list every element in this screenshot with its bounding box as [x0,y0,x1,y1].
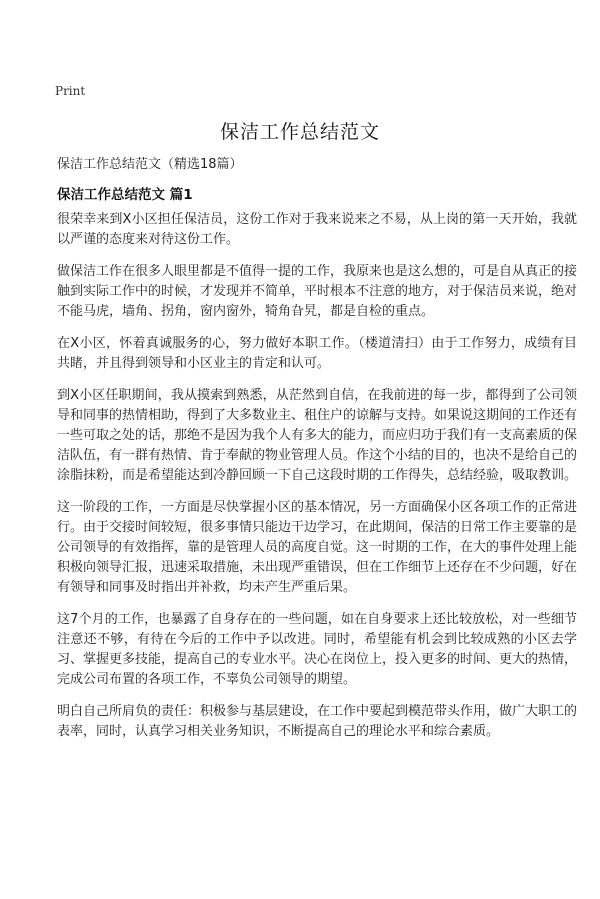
paragraph-7: 明白自己所肩负的责任：积极参与基层建设，在工作中要起到模范带头作用，做广大职工的表率，同时，认真学习相关业务知识，不断提高自己的理论水平和综合素质。 [57,704,578,739]
section-heading: 保洁工作总结范文 篇1 [57,187,193,203]
document-body [57,210,577,754]
paragraph-1: 很荣幸来到X小区担任保洁员，这份工作对于我来说来之不易，从上岗的第一天开始，我就以严谨的态度来对待这份工作。 [57,212,577,247]
paragraph-2: 做保洁工作在很多人眼里都是不值得一提的工作，我原来也是这么想的，可是自从真正的接触到实际工作中的时候，才发现并不简单，平时根本不注意的地方，对于保洁员来说，绝对不能马虎，墙角、拐角，窗内窗外，犄角旮旯，都是自检的重点。 [57,264,578,319]
document-title: 保洁工作总结范文 [219,121,380,143]
print-label: Print [55,84,86,98]
paragraph-6: 这7个月的工作，也暴露了自身存在的一些问题，如在自身要求上还比较放松，对一些细节注意还不够，有待在今后的工作中予以改进。同时，希望能有机会到比较成熟的小区去学习、掌握更多技能，提高自己的专业水平。决心在岗位上，投入更多的时间、更大的热情，完成公司布置的各项工作，不辜负公司领导的期望。 [57,612,578,687]
paragraph-4: 到X小区任职期间，我从摸索到熟悉，从茫然到自信，在我前进的每一步，都得到了公司领导和同事的热情相助，得到了大多数业主、租住户的谅解与支持。如果说这期间的工作还有一些可取之处的话，那绝不是因为我个人有多大的能力，而应归功于我们有一支高素质的保洁队伍，有一群有热情、肯于奉献的物业管理人员。作这个小结的目的，也决不是给自己的涂脂抹粉，而是希望能达到冷静回顾一下自己这段时期的工作得失，总结经验，吸取教训。 [57,388,578,483]
document-subtitle: 保洁工作总结范文（精选18篇） [57,157,243,172]
paragraph-3: 在X小区，怀着真诚服务的心，努力做好本职工作。（楼道清扫）由于工作努力，成绩有目共睹，并且得到领导和小区业主的肯定和认可。 [57,336,577,371]
paragraph-5: 这一阶段的工作，一方面是尽快掌握小区的基本情况，另一方面确保小区各项工作的正常进行。由于交接时间较短，很多事情只能边干边学习，在此期间，保洁的日常工作主要靠的是公司领导的有效指挥，靠的是管理人员的高度自觉。这一时期的工作，在大的事件处理上能积极向领导汇报，迅速采取措施，未出现严重错误，但在工作细节上还存在不少问题，好在有领导和同事及时指出并补救，均未产生严重后果。 [57,500,578,595]
